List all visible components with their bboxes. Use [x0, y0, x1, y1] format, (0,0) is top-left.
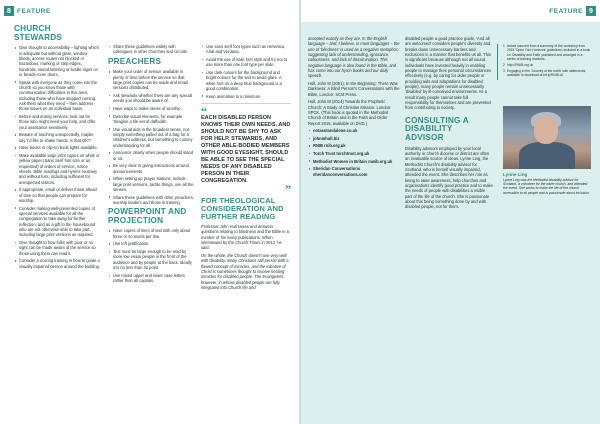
paragraph-quote: On the whole, the Church doesn't use very well with disability. Many Christians still persist with a flawed concept of miracles, and the initiative of Christ is sometimes thought to involve healing miracles for disabled people. The Evangelists, however, in whose disabled people are fully integrated into Church life and — [201, 252, 289, 290]
list-item: Beware of touching unexpectedly, maybe say 'I'd like to shake hands, is that OK?' — [14, 132, 100, 143]
column-advisor — [405, 36, 493, 212]
list-item: Text must be large enough to be read by more low vision people in the front of the audience and by people at the back. Ideally it is no less than 32 point. — [108, 249, 194, 270]
profile-photo — [503, 106, 591, 169]
list-item: Share these guidelines with other preachers, worship leaders and those in training. — [108, 195, 194, 206]
list-item: Use mixed upper and lower case letters rather than all capitals. — [108, 273, 194, 284]
column-preachers — [108, 44, 194, 286]
column-theological — [201, 44, 291, 292]
footnote-rule — [497, 44, 498, 80]
list-item: If appropriate, email or deliver these ahead of time so that people can prepare for worship. — [14, 187, 100, 203]
list-item: Have ways to make sense of worship. — [108, 106, 194, 111]
page-spine — [299, 0, 301, 424]
left-page-header — [0, 0, 300, 22]
profile-name: Lynne Ling — [503, 171, 528, 177]
list-item: Describe visual elements, for example 'Imagine a tile set of daffodils'. — [108, 114, 194, 125]
list-preachers — [108, 69, 194, 205]
page-number-right: 9 — [586, 6, 596, 16]
list-slide-tips — [201, 44, 291, 99]
paragraph: disabled people a good practice guide, 'And all are welcomed' considers people's diversity and breaks down unnecessary barriers and exclusions in a manner that benefits us all. This is significant because although not all sound individuals have invested heavily in enabling people to manage their personal circumstances effectively (e.g. by caring for older people or providing aids and adaptations for disabled people), many people remain unnecessarily 'disabled' by ill-conceived environments. As a result many people cannot take full responsibility for themselves and are prevented from contributing to society. — [405, 36, 492, 111]
pull-quote — [201, 103, 291, 196]
link-item[interactable]: RNIB rnib.org.uk — [308, 143, 400, 148]
list-intro — [108, 44, 194, 55]
paragraph: Professor John Hull raises and answers questions relating to blindness and the Bible in a number of his many publications. When interviewed by the Church Times in 2013, he said: — [201, 223, 289, 251]
list-item: Give thought to accessibility – lighting which is adequate but without glare, window blinds, access routes not blocked or hazardous, marking of step edges, handrails, raised lettering or braille signs on or beside room doors. — [14, 45, 100, 77]
list-powerpoint — [108, 228, 194, 283]
list-item: Have copies of lines of text with only about three or so words per line. — [108, 228, 194, 239]
footnote: 1 Article sourced from a summary of the workshop from 2015 'Open Your Horizons' guidelines; included in a book on 'Disability and Faith' published and arranged in a series of training modules. — [503, 44, 591, 61]
list-item: Have books or clip-on book lights available. — [14, 145, 100, 150]
profile-card — [503, 106, 591, 195]
reference: Hull, John M (2001), In the Beginning: There Was Darkness: A Blind Person's Conversations with the Bible, London: SCM Press. — [308, 80, 400, 97]
list-item: Consider making well-presented copies of special services available for all the congregation to take away for further reflection; and as a gift to the housebound who are not otherwise able to take part, including large print versions as required. — [14, 206, 100, 238]
list-item: When setting up prayer stations, include large print versions, tactile things, use all the senses. — [108, 176, 194, 192]
list-item: Consider a scoring training in how to guide a visually impaired person around the building. — [14, 258, 100, 269]
page-number-left: 8 — [4, 6, 14, 16]
close-quote-icon: ” — [285, 181, 291, 196]
list-item: Avoid the use of italic font style and try not to use more than one font type per slide. — [201, 57, 291, 68]
column-church-stewards — [14, 22, 100, 271]
heading-church-stewards: CHURCH STEWARDS — [14, 24, 62, 42]
footnote: 2 http://RNIB.org.uk — [503, 62, 534, 67]
pull-quote-text: EACH DISABLED PERSON KNOWS THEIR OWN NEEDS, AND SHOULD NOT BE SHY TO ASK FOR HELP. STEWARDS, AND OTHER ABLE-BODIED MEMBERS WITH GOOD EYESIGHT, SHOULD BE ABLE TO SEE THE SPECIAL NEEDS OF ANY DISABLED PERSON IN THEIR CONGREGATION. — [201, 114, 291, 184]
list-item: Use sans serif font types such as Helvetica, Arial and Verdana. — [201, 44, 291, 55]
list-item: Share these guidelines widely with colleagues in other churches and circuits. — [108, 44, 194, 55]
list-item: Use visual aids in the broadest sense, not simply something pulled out of a bag for a children's address, but something to convey understanding for all. — [108, 127, 194, 148]
list-item: Give thought to how folks with poor or no sight can be made aware of the service so those using them can read it. — [14, 240, 100, 256]
list-item: Make your order of service available in plenty of time before the service so that large print copies can be made and email versions distributed. — [108, 69, 194, 90]
section-label-right: FEATURE — [549, 7, 583, 15]
list-item: Make available large print copies on white or yellow paper (Sans Serif font size or as requested) of orders of service, notice sheets, Bible readings and hymns routinely and without fuss, including sufficient for unexpected visitors. — [14, 153, 100, 185]
open-quote-icon: “ — [201, 103, 207, 118]
paragraph-quote: accepted exactly as they are. In the English language – and, I believe, in most languages – the use of 'blindness' is used as a negative metaphor, suggesting lack of understanding, ignorance, callousness, and lack of discrimination. This negative language is also found in the Bible, and has come into our hymn books and our daily speech. — [308, 36, 400, 79]
paragraph: Disability advisors employed by your local authority or church diocese or district are often an invaluable source of ideas. Lynne Ling, the Methodist Church's disability advisor for Scotland, who is herself visually impaired, attended the event. She describes her role as being to raise awareness, help churches and organisations identify good practice and to make the needs of people with disabilities a visible part of the life of the church. She is passionate about this being something done by and with disabled people, not for them. — [405, 145, 493, 210]
heading-powerpoint: POWERPOINT AND PROJECTION — [108, 207, 187, 225]
heading-disability-advisor: CONSULTING A DISABILITY ADVISOR — [405, 115, 469, 142]
right-page-header — [300, 0, 600, 22]
list-item: Before and during services, look out for those who might need your help, and offer your assistance sensitively. — [14, 114, 100, 130]
heading-preachers: PREACHERS — [108, 56, 162, 66]
link-item[interactable]: Sheridan Conversations sheridanconversations.com — [308, 166, 400, 177]
link-item[interactable]: notasstandalone.co.uk — [308, 128, 400, 133]
footnotes — [503, 44, 591, 79]
reference: Hull, John M (2014) Towards the Prophetic Church: A Study of Christian Mission. London: SPCK. (This book is quoted in the Methodist Church of Britain and in the Faith and Order Report 2015, available on DVD.) — [308, 99, 392, 126]
link-item[interactable]: johnmhull.biz — [308, 136, 400, 141]
link-item[interactable]: Torch Trust torchtrust.org.uk — [308, 151, 400, 156]
list-item: Keep animation to a minimum. — [201, 94, 291, 99]
list-item: Announce clearly when people should stand or sit. — [108, 150, 194, 161]
list-item: Use dark colours for the background and bright colours for the text to avoid glare. A white font on a deep blue background is a good combination. — [201, 70, 291, 91]
link-item[interactable]: Methodist Women in Britain mwib.org.uk — [308, 159, 400, 164]
list-item: Speak with everyone as they come into the church so you know those with communication difficulties in this area, including those who have stopped coming. Ask them what they need – then address those issues on an individual basis. — [14, 80, 100, 112]
list-item: Be very clear in giving instructions around announcements. — [108, 163, 194, 174]
profile-bio: Lynne Ling was the Methodist disability advisor for Scotland, a volunteer for the wider church, and attended the event. She works to make the life of the church accessible to all people and is passionate about inclusion. — [503, 177, 590, 195]
list-church-stewards — [14, 45, 100, 269]
column-reading — [308, 36, 400, 179]
footnote: 3 Engaging in the 'Journey of the earth' with statements, available to download at bit.ly/RNIB-AI — [503, 69, 587, 78]
list-links — [308, 128, 400, 177]
list-item: Ask stewards whether there are any special needs you should be aware of. — [108, 93, 194, 104]
section-label-left: FEATURE — [17, 7, 51, 15]
heading-theological: FOR THEOLOGICAL CONSIDERATION AND FURTHER READING — [201, 195, 284, 221]
list-item: Use left justification. — [108, 241, 194, 246]
